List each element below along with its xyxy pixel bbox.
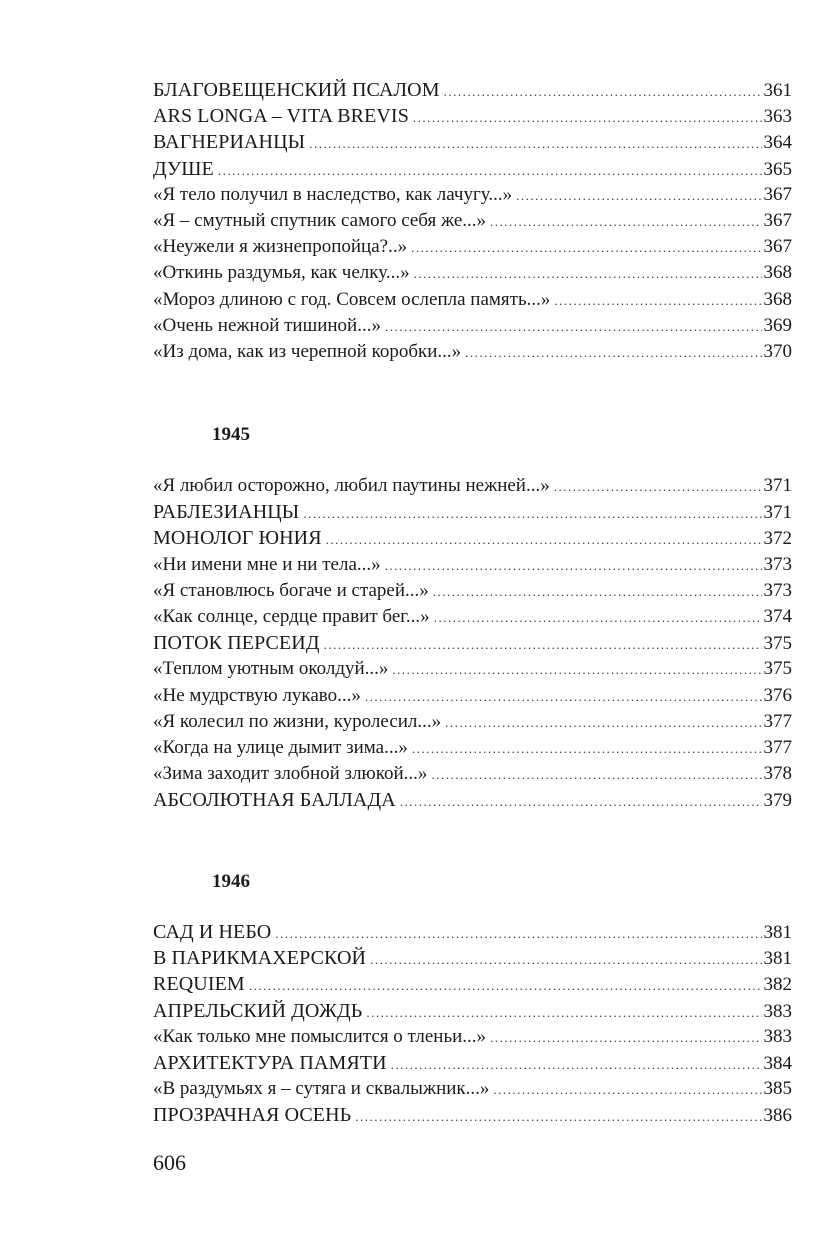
toc-entry-title: «Я тело получил в наследство, как лачугу...»	[153, 183, 513, 205]
toc-entry-page: 361	[763, 80, 792, 101]
toc-entry-page: 370	[763, 340, 792, 362]
dot-leader	[365, 684, 762, 710]
toc-section-1944	[153, 77, 792, 365]
toc-entry	[153, 339, 792, 365]
toc-entry-title: «Как солнце, сердце правит бег...»	[153, 605, 430, 627]
toc-entry-title: МОНОЛОГ ЮНИЯ	[153, 527, 322, 550]
toc-entry-page: 373	[763, 553, 792, 575]
toc-entry-title: БЛАГОВЕЩЕНСКИЙ ПСАЛОМ	[153, 79, 440, 101]
toc-entry-page: 377	[763, 710, 792, 732]
toc-entry	[153, 919, 792, 945]
toc-entry-page: 365	[763, 158, 792, 180]
toc-entry	[153, 208, 792, 234]
toc-entry-page: 367	[763, 209, 792, 231]
toc-entry-title: В ПАРИКМАХЕРСКОЙ	[153, 947, 367, 970]
dot-leader	[392, 657, 761, 683]
dot-leader	[411, 235, 761, 261]
dot-leader	[554, 474, 762, 500]
toc-entry-title: «Очень нежной тишиной...»	[153, 314, 381, 336]
toc-entry	[153, 604, 792, 630]
toc-entry	[153, 1050, 792, 1076]
dot-leader	[391, 1052, 762, 1078]
toc-entry	[153, 77, 792, 103]
toc-entry-title: САД И НЕБО	[153, 921, 272, 943]
toc-entry-title: ПРОЗРАЧНАЯ ОСЕНЬ	[153, 1104, 352, 1127]
dot-leader	[326, 527, 762, 553]
toc-entry	[153, 1102, 792, 1128]
toc-entry	[153, 971, 792, 997]
toc-entry-page: 367	[763, 236, 792, 258]
toc-entry-page: 385	[763, 1078, 792, 1100]
toc-entry-page: 374	[763, 605, 792, 627]
toc-entry	[153, 287, 792, 313]
toc-entry	[153, 735, 792, 761]
toc-entry-page: 371	[763, 475, 792, 496]
toc-entry-page: 383	[763, 1025, 792, 1047]
toc-entry	[153, 260, 792, 286]
dot-leader	[413, 105, 762, 131]
dot-leader	[431, 762, 761, 788]
toc-entry	[153, 473, 792, 499]
toc-entry-title: «Я – смутный спутник самого себя же...»	[153, 209, 487, 231]
toc-entry-page: 382	[763, 974, 792, 996]
toc-entry-title: ПОТОК ПЕРСЕИД	[153, 632, 320, 655]
toc-entry-page: 377	[763, 736, 792, 758]
toc-entry-page: 375	[763, 633, 792, 655]
toc-entry-page: 368	[763, 288, 792, 310]
toc-entry	[153, 761, 792, 787]
toc-entry-title: РАБЛЕЗИАНЦЫ	[153, 501, 300, 524]
dot-leader	[370, 947, 761, 973]
dot-leader	[445, 710, 761, 736]
toc-entry-page: 373	[763, 579, 792, 601]
year-heading-1945: 1945	[212, 424, 250, 445]
toc-entry	[153, 998, 792, 1024]
toc-entry-page: 384	[763, 1052, 792, 1074]
toc-entry-title: АПРЕЛЬСКИЙ ДОЖДЬ	[153, 999, 363, 1022]
toc-entry-page: 386	[763, 1105, 792, 1127]
toc-entry-page: 376	[763, 684, 792, 706]
dot-leader	[444, 79, 762, 105]
toc-entry	[153, 630, 792, 656]
toc-entry-title: «Неужели я жизнепропойца?..»	[153, 236, 408, 258]
dot-leader	[400, 789, 762, 815]
dot-leader	[516, 183, 761, 209]
dot-leader	[385, 553, 762, 579]
dot-leader	[490, 209, 761, 235]
toc-entry-title: АРХИТЕКТУРА ПАМЯТИ	[153, 1051, 387, 1074]
toc-entry	[153, 1076, 792, 1102]
year-heading-1946: 1946	[212, 871, 250, 892]
toc-entry	[153, 525, 792, 551]
dot-leader	[218, 158, 762, 184]
toc-entry	[153, 234, 792, 260]
toc-entry-page: 379	[763, 790, 792, 812]
toc-entry-title: REQUIEM	[153, 973, 245, 996]
toc-entry	[153, 1024, 792, 1050]
dot-leader	[465, 340, 761, 366]
toc-entry	[153, 499, 792, 525]
toc-entry	[153, 552, 792, 578]
toc-entry-page: 368	[763, 262, 792, 284]
toc-entry-title: «Я колесил по жизни, куролесил...»	[153, 710, 442, 732]
toc-entry-title: «Я становлюсь богаче и старей...»	[153, 579, 429, 601]
toc-entry-page: 372	[763, 528, 792, 550]
toc-entry-title: «Как только мне помыслится о тленьи...»	[153, 1025, 487, 1047]
toc-entry	[153, 656, 792, 682]
toc-entry-page: 378	[763, 763, 792, 785]
toc-entry	[153, 787, 792, 813]
toc-entry-title: «Зима заходит злобной злюкой...»	[153, 763, 428, 785]
dot-leader	[366, 1000, 761, 1026]
toc-entry-page: 367	[763, 183, 792, 205]
toc-entry	[153, 709, 792, 735]
toc-entry	[153, 129, 792, 155]
toc-entry-title: «Я любил осторожно, любил паутины нежней...»	[153, 475, 550, 496]
toc-entry-page: 381	[763, 922, 792, 943]
dot-leader	[249, 973, 762, 999]
toc-entry-title: ДУШЕ	[153, 157, 214, 180]
dot-leader	[434, 605, 762, 631]
toc-entry	[153, 945, 792, 971]
toc-entry-page: 369	[763, 314, 792, 336]
toc-entry-title: ARS LONGA – VITA BREVIS	[153, 105, 409, 128]
toc-entry-title: ВАГНЕРИАНЦЫ	[153, 131, 306, 154]
dot-leader	[303, 501, 761, 527]
toc-entry-title: «Из дома, как из черепной коробки...»	[153, 340, 462, 362]
toc-section-1946	[153, 919, 792, 1129]
toc-entry-title: «Когда на улице дымит зима...»	[153, 736, 408, 758]
toc-entry-title: «Теплом уютным околдуй...»	[153, 658, 389, 680]
toc-entry-page: 371	[763, 502, 792, 524]
dot-leader	[324, 632, 762, 658]
toc-entry	[153, 156, 792, 182]
toc-entry-page: 383	[763, 1000, 792, 1022]
toc-entry	[153, 683, 792, 709]
page-number: 606	[153, 1150, 186, 1175]
toc-entry-page: 363	[763, 106, 792, 128]
toc-entry	[153, 103, 792, 129]
dot-leader	[493, 1077, 761, 1103]
dot-leader	[275, 921, 761, 947]
dot-leader	[433, 579, 762, 605]
dot-leader	[385, 314, 762, 340]
dot-leader	[414, 261, 762, 287]
dot-leader	[309, 131, 761, 157]
toc-entry-title: «Не мудрствую лукаво...»	[153, 684, 361, 706]
toc-entry-title: АБСОЛЮТНАЯ БАЛЛАДА	[153, 789, 396, 812]
toc-entry-title: «Ни имени мне и ни тела...»	[153, 553, 381, 575]
dot-leader	[554, 288, 761, 314]
toc-entry-page: 375	[763, 658, 792, 680]
toc-entry-title: «Мороз длиною с год. Совсем ослепла память...»	[153, 288, 551, 310]
toc-entry-title: «Откинь раздумья, как челку...»	[153, 262, 410, 284]
toc-entry-title: «В раздумьях я – сутяга и сквалыжник...»	[153, 1078, 490, 1100]
toc-entry	[153, 313, 792, 339]
toc-entry-page: 364	[763, 132, 792, 154]
toc-entry-page: 381	[763, 948, 792, 970]
dot-leader	[412, 736, 762, 762]
toc-entry	[153, 182, 792, 208]
toc-entry	[153, 578, 792, 604]
toc-section-1945	[153, 473, 792, 813]
dot-leader	[355, 1104, 761, 1130]
dot-leader	[490, 1025, 761, 1051]
